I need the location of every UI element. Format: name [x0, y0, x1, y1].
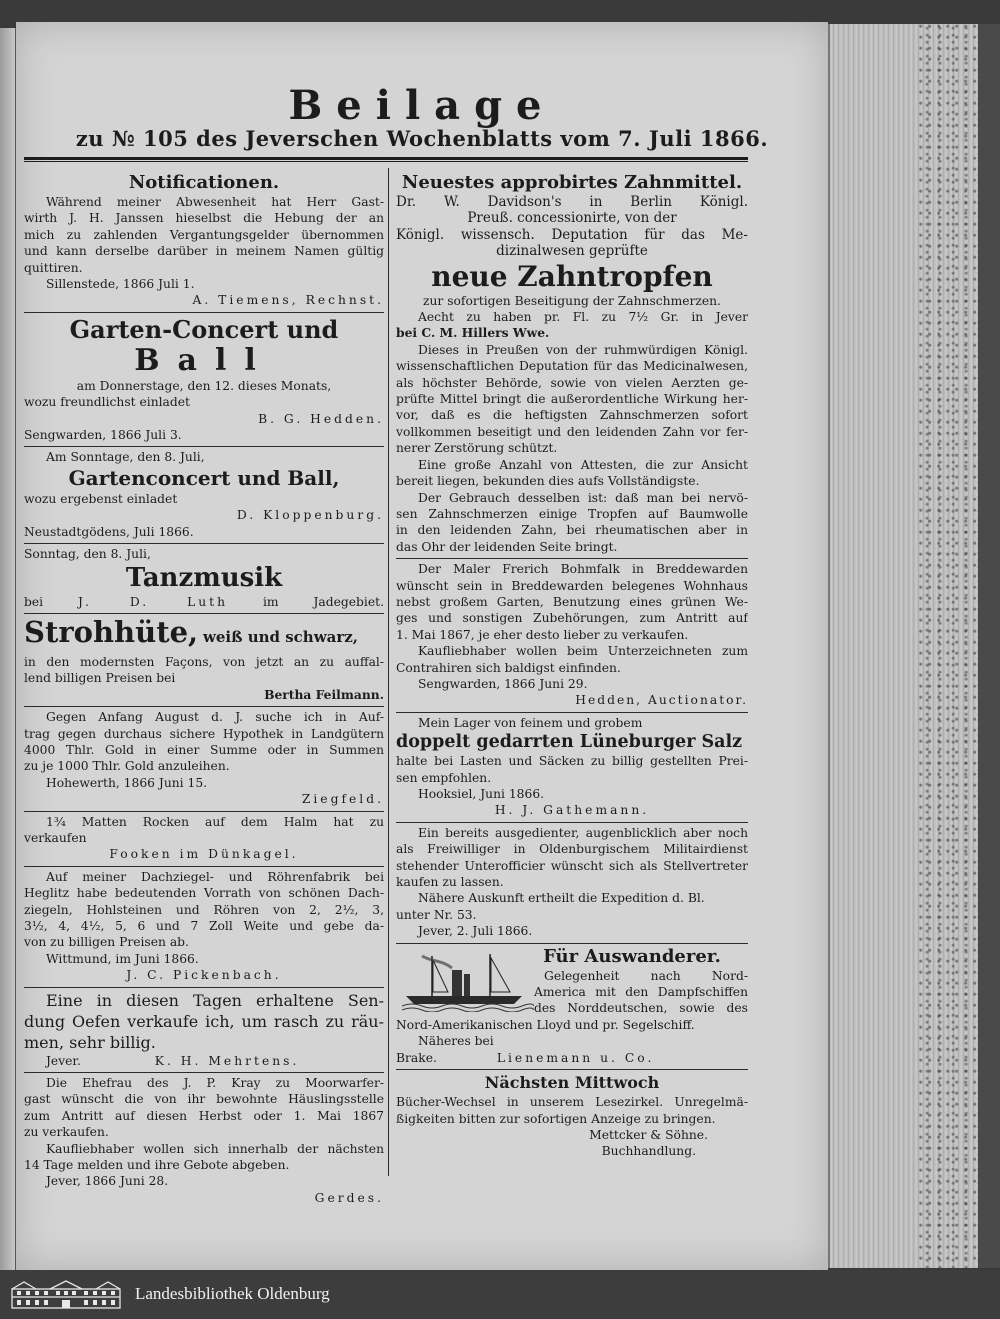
ad-text-line: lend billigen Preisen bei: [24, 671, 176, 686]
ad-title: doppelt gedarrten Lüneburger Salz: [396, 732, 743, 753]
ad-text-line: gast wünscht die von ihr bewohnte Häuslingsstelle: [24, 1092, 384, 1107]
ad-text-line: vor, daß es die heftigsten Zahnschmerzen sofort: [396, 408, 748, 423]
ad-brick-factory: [24, 867, 384, 988]
ad-text-line: mich zu zahlenden Vergantungsgelder übernommen: [24, 227, 384, 242]
ad-signature: J. C. Pickenbach.: [126, 968, 282, 983]
ad-text-line: zu je 1000 Thlr. Gold anzuleihen.: [24, 759, 230, 774]
ad-text-line: Dieses in Preußen von der ruhmwürdigen Königl.: [418, 342, 748, 357]
ad-text-line: Contrahiren sich baldigst einfinden.: [396, 660, 621, 675]
ad-title: Tanzmusik: [125, 562, 283, 593]
place-date: Sengwarden, 1866 Juli 3.: [24, 428, 182, 443]
ad-text-line: Nähere Auskunft ertheilt die Expedition d. Bl.: [418, 891, 705, 906]
ad-text-line: Kaufliebhaber wollen beim Unterzeichneten zum: [418, 644, 748, 659]
ad-signature: D. Kloppenburg.: [236, 508, 384, 523]
ad-text-line: men, sehr billig.: [24, 1032, 156, 1052]
ad-text-line: Nord-Amerikanischen Lloyd und pr. Segelschiff.: [396, 1017, 695, 1032]
ad-text-line: 3½, 4, 4½, 5, 6 und 7 Zoll Weite und gebe da-: [24, 919, 384, 933]
ad-text-line: dizinalwesen geprüfte: [496, 243, 648, 260]
ad-dance-music: [24, 544, 384, 614]
ad-signature: Lienemann u. Co.: [496, 1050, 655, 1065]
ad-text-line: sen empfohlen.: [396, 770, 492, 785]
ad-signature: H. J. Gathemann.: [494, 803, 650, 818]
ad-heading: Für Auswanderer.: [543, 945, 721, 967]
library-building-icon: [10, 1280, 122, 1310]
ad-straw-hats: [24, 614, 384, 707]
ad-text-line: [24, 1053, 384, 1069]
ad-text-line: ges und sonstigen Zubehörungen, zum Antritt auf: [396, 611, 748, 626]
ad-text-line: Königl. wissensch. Deputation für das Me-: [396, 226, 748, 243]
ad-text-line: Bücher-Wechsel in unserem Lesezirkel. Unregelmä-: [396, 1095, 748, 1110]
place-date: Sengwarden, 1866 Juni 29.: [418, 676, 588, 691]
ad-title-ball: Ball: [134, 343, 274, 378]
ad-text-line: ßigkeiten bitten zur sofortigen Anzeige zu bringen.: [396, 1111, 716, 1126]
ad-signature: Mettcker & Söhne.: [589, 1127, 708, 1142]
ad-text-line: Ein bereits ausgedienter, augenblicklich aber noch: [418, 825, 748, 840]
ad-signature: Fooken im Dünkagel.: [109, 847, 299, 862]
ad-signature: Hedden, Auctionator.: [575, 693, 748, 708]
ad-text-line: Mein Lager von feinem und grobem: [418, 715, 643, 730]
place-date: Sillenstede, 1866 Juli 1.: [46, 277, 195, 292]
ad-stoves: [24, 988, 384, 1073]
ad-text-line: nerer Zerstörung schützt.: [396, 441, 558, 456]
ad-text-line: als höchster Behörde, sowie von vielen Aerzten ge-: [396, 375, 748, 390]
left-column: [24, 170, 384, 1209]
ad-text-line: 4000 Thlr. Gold in einer Summe oder in Summen: [24, 742, 384, 757]
ad-text-line: als Freiwilliger in Oldenburgischem Militairdienst: [396, 842, 748, 857]
ad-title-rest: weiß und schwarz,: [202, 627, 358, 646]
ad-text-line: sen Zahnschmerzen einige Tropfen auf Baumwolle: [396, 506, 748, 521]
place-date: Wittmund, im Juni 1866.: [46, 951, 199, 966]
ad-text-line: Auf meiner Dachziegel- und Röhrenfabrik bei: [46, 869, 384, 884]
ad-signature: Gerdes.: [314, 1190, 384, 1205]
ad-house-lease: [24, 1073, 384, 1209]
ad-text-line: Näheres bei: [418, 1034, 494, 1049]
ad-text-line: zur sofortigen Beseitigung der Zahnschmerzen.: [423, 293, 721, 308]
ad-text-line: des Norddeutschen, sowie des: [534, 1001, 748, 1016]
ad-text-line: in den modernsten Façons, von jetzt an zu auffal-: [24, 654, 384, 669]
ad-text-line: nebst großem Garten, Benutzung eines grünen We-: [396, 594, 748, 609]
supplement-subtitle: zu № 105 des Jeverschen Wochenblatts vom 7. Juli 1866.: [75, 126, 769, 151]
ad-text-line: trag gegen durchaus sichere Hypothek in Landgütern: [24, 726, 384, 741]
ad-notifications: [24, 170, 384, 313]
ad-text-part: im Jadegebiet.: [262, 594, 384, 609]
ad-text-line: wozu ergebenst einladet: [24, 491, 178, 506]
ad-signature: Bertha Feilmann.: [264, 686, 384, 702]
ad-heading: Nächsten Mittwoch: [484, 1073, 660, 1093]
right-column: [396, 170, 748, 1163]
ad-text-line: Eine große Anzahl von Attesten, die zur Ansicht: [418, 457, 748, 472]
ad-text-part: J. D. Luth: [78, 594, 229, 609]
ad-text-line: prüfte Mittel bringt die außerordentliche Wirkung her-: [396, 392, 748, 407]
ad-text-line: von zu billigen Preisen ab.: [24, 935, 189, 950]
ad-text-line: Gelegenheit nach Nord-: [544, 968, 748, 983]
ad-residence-sale: [396, 559, 748, 713]
column-divider: [388, 168, 389, 1176]
ad-signature: Buchhandlung.: [601, 1144, 696, 1159]
left-page-edge: [0, 28, 16, 1270]
ad-text-line: in den leidenden Zahn, bei rheumatischen aber in: [396, 523, 748, 538]
book-binding: [978, 24, 1000, 1268]
ad-text-line: Am Sonntage, den 8. Juli,: [46, 450, 205, 465]
place-date: Hohewerth, 1866 Juni 15.: [46, 775, 208, 790]
ad-text-line: Während meiner Abwesenheit hat Herr Gast-: [46, 195, 384, 209]
ad-heading: Notificationen.: [128, 172, 280, 193]
ad-text-line: 1¾ Matten Rocken auf dem Halm hat zu: [46, 814, 384, 829]
ad-text-line: Dr. W. Davidson's in Berlin Königl.: [396, 194, 748, 210]
ad-text-line: zum Antritt auf diesen Herbst oder 1. Mai 1867: [24, 1108, 384, 1123]
ad-text-line: Eine in diesen Tagen erhaltene Sen-: [46, 990, 384, 1010]
ad-text-line: am Donnerstage, den 12. dieses Monats,: [76, 378, 332, 393]
ad-text-line: [24, 594, 384, 610]
ad-mortgage: [24, 707, 384, 811]
ad-text-line: stehender Unterofficier wünscht sich als Stellvertreter: [396, 858, 748, 873]
ad-text-line: Preuß. concessionirte, von der: [467, 210, 677, 227]
ad-text-line: Aecht zu haben pr. Fl. zu 7½ Gr. in Jever: [418, 310, 748, 325]
ad-signature: Ziegfeld.: [301, 792, 384, 807]
ad-tooth-remedy: [396, 170, 748, 559]
ad-text-line: unter Nr. 53.: [396, 907, 477, 922]
ad-text-line: Der Gebrauch desselben ist: daß man bei nervö-: [418, 490, 748, 505]
ad-text-line: wissenschaftlichen Deputation für das Medicinalwesen,: [396, 359, 748, 374]
ad-text-line: Gegen Anfang August d. J. suche ich in Auf-: [46, 710, 384, 725]
ad-text-line: 14 Tage melden und ihre Gebote abgeben.: [24, 1158, 290, 1173]
book-fore-edge: [828, 24, 978, 1268]
ad-emigrants: [396, 944, 748, 1070]
ad-heading: Neuestes approbirtes Zahnmittel.: [401, 172, 743, 193]
ad-text-line: wirth J. H. Janssen hieselbst die Hebung der an: [24, 211, 384, 226]
ad-garden-concert-ball: [24, 313, 384, 448]
ad-text-line: quittiren.: [24, 260, 83, 275]
ad-signature: B. G. Hedden.: [258, 411, 384, 426]
ad-text-line: halte bei Lasten und Säcken zu billig gestellten Prei-: [396, 754, 748, 769]
ad-rye-sale: [24, 812, 384, 867]
ad-text-line: kaufen zu lassen.: [396, 875, 504, 890]
ad-substitute: [396, 823, 748, 944]
ad-text-line: bereit liegen, bekunden dies aufs Vollständigste.: [396, 474, 700, 489]
ad-text-line: und kann derselbe darüber in meinem Namen gültig: [24, 244, 384, 259]
ad-text-line: Heglitz habe bedeutenden Vorrath von schönen Dach-: [24, 886, 384, 901]
ad-text-line: dung Oefen verkaufe ich, um rasch zu räu-: [24, 1011, 384, 1031]
ad-title: [24, 616, 384, 654]
place-date: Hooksiel, Juni 1866.: [418, 787, 545, 801]
ad-text-line: America mit den Dampfschiffen: [534, 985, 748, 1000]
ad-salt: [396, 713, 748, 823]
ad-signature: A. Tiemens, Rechnst.: [192, 293, 384, 308]
ad-text-line: Die Ehefrau des J. P. Kray zu Moorwarfer-: [46, 1076, 384, 1091]
header-rule: [24, 157, 748, 162]
ad-title-main: Strohhüte,: [24, 615, 199, 649]
steamship-illustration: [402, 948, 534, 1012]
ad-text-line: Der Maler Frerich Bohmfalk in Breddewarden: [418, 562, 748, 577]
ad-text-line: wozu freundlichst einladet: [24, 395, 190, 410]
ad-text-line: wünscht sein in Breddewarden belegenes Wohnhaus: [396, 578, 748, 593]
ad-text-line: [396, 1050, 748, 1066]
ad-text-line: bei C. M. Hillers Wwe.: [396, 325, 550, 341]
ad-text-line: Kaufliebhaber wollen sich innerhalb der nächsten: [46, 1141, 384, 1156]
library-name: Landesbibliothek Oldenburg: [135, 1284, 330, 1303]
ad-text-line: zu verkaufen.: [24, 1125, 109, 1140]
ad-place: Jever.: [46, 1053, 81, 1068]
product-name: neue Zahntropfen: [431, 259, 713, 293]
ad-book-exchange: [396, 1070, 748, 1163]
ad-text-line: das Ohr der leidenden Seite bringt.: [396, 539, 618, 554]
ad-gartenconcert-sunday: [24, 447, 384, 544]
ad-text-part: bei: [24, 594, 44, 609]
ad-title: Gartenconcert und Ball,: [68, 465, 340, 490]
ad-place: Brake.: [396, 1050, 437, 1065]
ad-text-line: 1. Mai 1867, je eher desto lieber zu verkaufen.: [396, 627, 689, 642]
ad-signature: K. H. Mehrtens.: [154, 1053, 300, 1068]
place-date: Neustadtgödens, Juli 1866.: [24, 524, 194, 539]
place-date: Jever, 2. Juli 1866.: [418, 924, 533, 939]
place-date: Jever, 1866 Juni 28.: [46, 1174, 169, 1189]
ad-text-line: verkaufen: [24, 830, 87, 845]
ad-text-line: ziegeln, Hohlsteinen und Röhren von 2, 2½, 3,: [24, 902, 384, 917]
supplement-title: Beilage: [288, 82, 556, 129]
ad-text-line: Sonntag, den 8. Juli,: [24, 547, 151, 562]
ad-text-line: vollkommen beseitigt und den leidenden Zahn vor fer-: [396, 424, 748, 439]
ad-title: Garten-Concert und: [69, 314, 339, 344]
